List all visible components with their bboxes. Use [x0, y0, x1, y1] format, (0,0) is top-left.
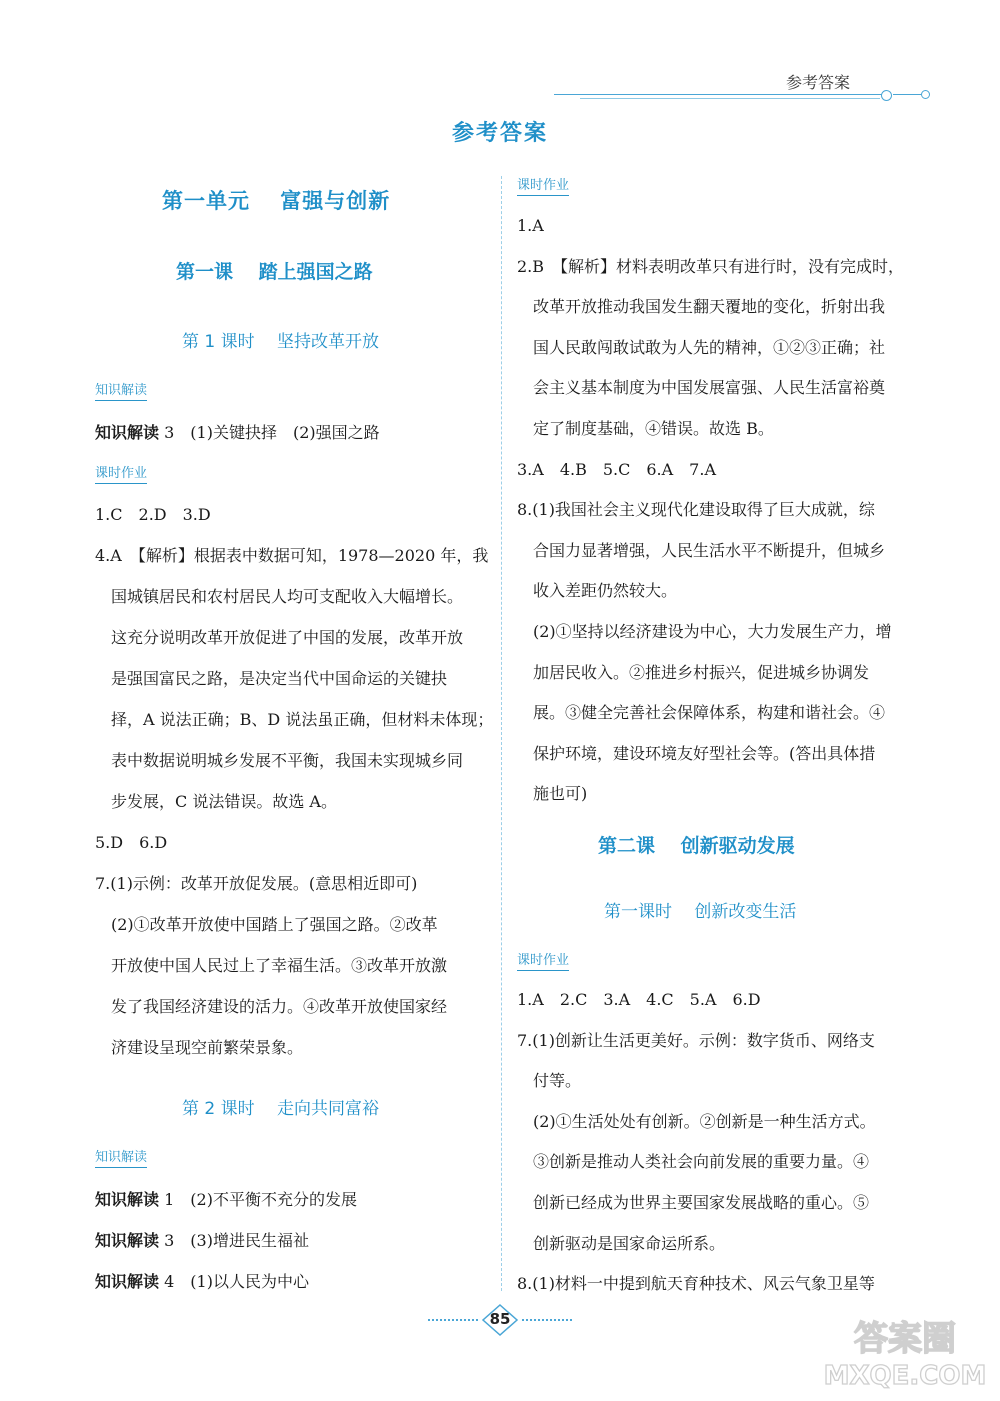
page-title: 参考答案 [451, 121, 548, 146]
answer-line: 济建设呈现空前繁荣景象。 [95, 1038, 304, 1057]
period-title-1: 第 1 课时 坚持改革开放 [182, 332, 380, 352]
answer-line: 国城镇居民和农村居民人均可支配收入大幅增长。 [95, 587, 464, 606]
answer-line: 是强国富民之路，是决定当代中国命运的关键抉 [95, 669, 448, 688]
knowledge-line: 知识解读 1 (2)不平衡不充分的发展 [95, 1190, 357, 1209]
answer-line: 国人民敢闯敢试敢为人先的精神，①②③正确；社 [517, 337, 886, 357]
answer-line: 8.(1)材料一中提到航天育种技术、风云气象卫星等 [517, 1274, 875, 1294]
answer-line: 展。③健全完善社会保障体系，构建和谐社会。④ [517, 703, 886, 723]
answer-line: 2.B 【解析】材料表明改革只有进行时，没有完成时， [517, 256, 905, 276]
page-number-badge [481, 1303, 519, 1337]
section-tag-homework-r2: 课时作业 [517, 953, 569, 971]
section-tag-knowledge-2: 知识解读 [95, 1150, 147, 1168]
answer-line: 8.(1)我国社会主义现代化建设取得了巨大成就，综 [517, 500, 875, 520]
header-circle-icon [881, 90, 892, 101]
answer-line: 收入差距仍然较大。 [517, 581, 678, 601]
answer-line: 付等。 [517, 1071, 582, 1091]
answer-line: 4.A 【解析】根据表中数据可知，1978—2020 年，我 [95, 546, 489, 565]
answer-line: 表中数据说明城乡发展不平衡，我国未实现城乡同 [95, 751, 464, 770]
knowledge-line: 知识解读 4 (1)以人民为中心 [95, 1272, 309, 1291]
answer-line: (2)①坚持以经济建设为中心，大力发展生产力，增 [517, 622, 892, 641]
header-small-circle-icon [921, 90, 930, 99]
section-tag-homework: 课时作业 [95, 466, 147, 484]
answer-line: 创新驱动是国家命运所系。 [517, 1233, 726, 1253]
answer-line: 5.D 6.D [95, 833, 168, 852]
answer-line: 7.(1)示例：改革开放促发展。(意思相近即可) [95, 874, 418, 893]
header-label: 参考答案 [786, 73, 851, 92]
answer-line: 这充分说明改革开放促进了中国的发展，改革开放 [95, 628, 464, 647]
knowledge-line: 知识解读 3 (1)关键抉择 (2)强国之路 [95, 423, 380, 442]
footer-dots-right [522, 1319, 572, 1321]
answer-line: 改革开放推动我国发生翻天覆地的变化，折射出我 [517, 297, 886, 317]
answer-line: 加居民收入。②推进乡村振兴，促进城乡协调发 [517, 662, 870, 682]
watermark-text-en: MXQE.COM [823, 1361, 987, 1390]
answer-line: 定了制度基础，④错误。故选 B。 [517, 419, 774, 438]
watermark-logo [820, 1310, 990, 1390]
period-title-r1: 第一课时 创新改变生活 [604, 902, 797, 922]
knowledge-line: 知识解读 3 (3)增进民生福祉 [95, 1231, 309, 1250]
header-rule [554, 94, 884, 95]
watermark-text-cn: 答案圈 [854, 1319, 956, 1359]
answer-line: 开放使中国人民过上了幸福生活。③改革开放激 [95, 956, 448, 975]
column-divider [501, 176, 502, 1291]
answer-line: 发了我国经济建设的活力。④改革开放使国家经 [95, 997, 448, 1016]
answer-line: 7.(1)创新让生活更美好。示例：数字货币、网络支 [517, 1030, 875, 1050]
header-rule-segment [893, 94, 921, 95]
lesson-title: 第一课 踏上强国之路 [176, 261, 373, 283]
section-tag-knowledge: 知识解读 [95, 383, 147, 401]
answer-line: 步发展，C 说法错误。故选 A。 [95, 792, 337, 811]
answer-line: 合国力显著增强，人民生活水平不断提升，但城乡 [517, 540, 886, 560]
answer-line: 创新已经成为世界主要国家发展战略的重心。⑤ [517, 1193, 870, 1212]
answer-line: 择，A 说法正确；B、D 说法虽正确，但材料未体现； [95, 710, 494, 729]
answer-line: (2)①改革开放使中国踏上了强国之路。②改革 [95, 915, 438, 934]
answer-line: 1.A [517, 216, 544, 235]
answer-line: 保护环境，建设环境友好型社会等。(答出具体措 [517, 743, 876, 763]
section-tag-homework-r1: 课时作业 [517, 178, 569, 196]
answer-line: 3.A 4.B 5.C 6.A 7.A [517, 459, 716, 479]
answer-line: 1.C 2.D 3.D [95, 505, 211, 524]
answer-line: 会主义基本制度为中国发展富强、人民生活富裕奠 [517, 378, 886, 398]
answer-line: ③创新是推动人类社会向前发展的重要力量。④ [517, 1152, 870, 1172]
header-rule-thin [580, 98, 880, 99]
answer-line: (2)①生活处处有创新。②创新是一种生活方式。 [517, 1111, 876, 1131]
lesson-title-2: 第二课 创新驱动发展 [598, 835, 795, 857]
page-number: 85 [489, 1310, 511, 1328]
footer-dots-left [428, 1319, 478, 1321]
answer-line: 施也可) [517, 784, 588, 804]
unit-title: 第一单元 富强与创新 [162, 189, 391, 213]
answer-line: 1.A 2.C 3.A 4.C 5.A 6.D [517, 990, 761, 1009]
period-title-2: 第 2 课时 走向共同富裕 [182, 1099, 380, 1119]
